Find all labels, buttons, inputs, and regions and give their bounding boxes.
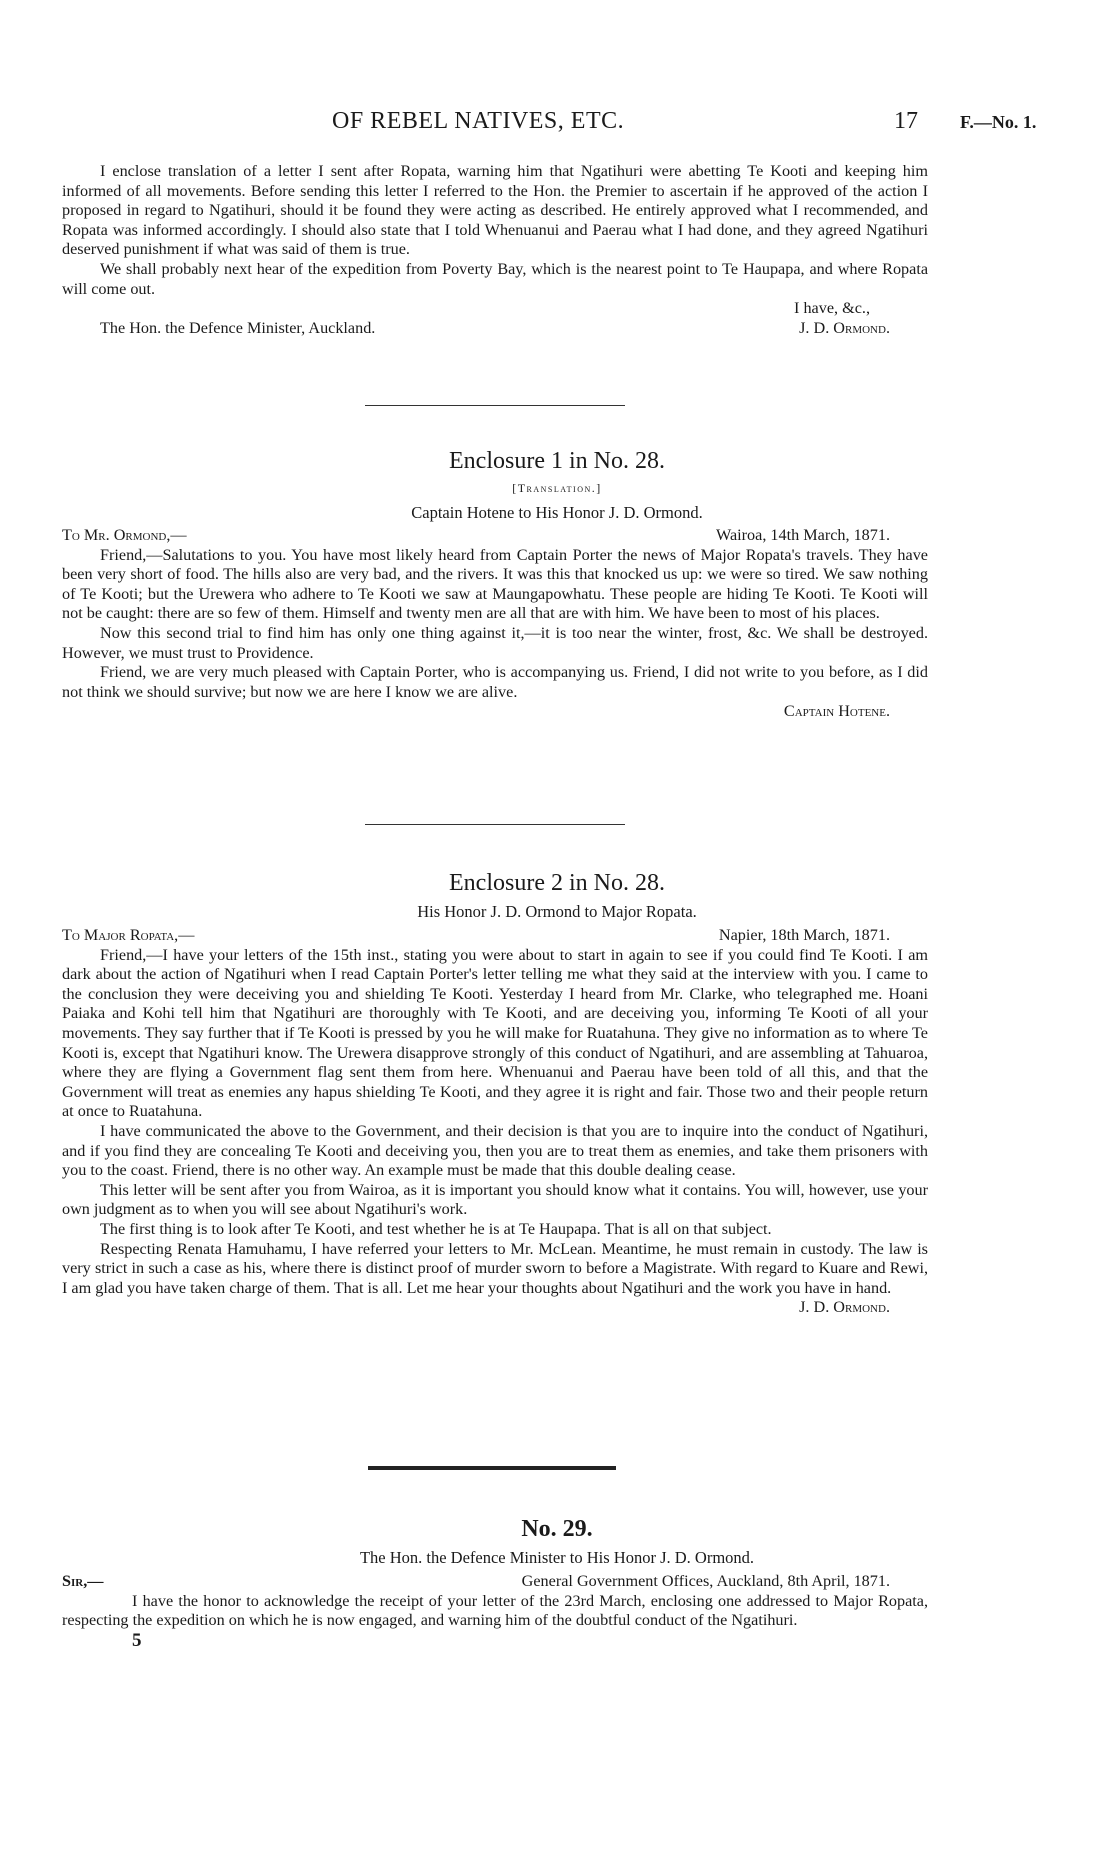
document-code: F.—No. 1. <box>960 112 1037 132</box>
no-29-title: No. 29. <box>521 1516 593 1542</box>
header-title: OF REBEL NATIVES, ETC. <box>332 108 625 134</box>
enclosure-2-paragraph: Friend,—I have your letters of the 15th inst., stating you were about to start in again to see if you could find Te Kooti. I am dark about the action of Ngatihuri when I read Captain Porter's letter telling me what they said at the interview with you. I came to the conclusion they were deceiving you and shielding Te Kooti. Yesterday I heard from Mr. Clarke, who telegraphed me. Hoani Paiaka and Kohi tell him that Ngatihuri are thoroughly with Te Kooti, and are deceiving you, informing Te Kooti of all your movements. They say further that if Te Kooti is pressed by you he will make for Ruatahuna. They give no information as to where Te Kooti is, except that Ngatihuri know. The Urewera disapprove strongly of this conduct of Ngatihuri, and are assembling at Tahuaroa, where they are flying a Government flag sent them from here. Whenuanui and Paerau have been told of all this, and that the Government will treat as enemies any hapus shielding Te Kooti, and they agree it is right and fair. Those two and their people return at once to Ruatahuna. <box>62 945 928 1121</box>
enclosure-2-header-row <box>62 926 928 946</box>
enclosure-1-paragraph: Now this second trial to find him has only one thing against it,—it is too near the winter, frost, &c. We shall be destroyed. However, we must trust to Providence. <box>62 623 928 662</box>
no-29-line-text: The Hon. the Defence Minister to His Honor J. D. Ormond. <box>359 1548 755 1567</box>
letter-28-paragraph: We shall probably next hear of the expedition from Poverty Bay, which is the nearest point to Te Haupapa, and where Ropata will come out. <box>62 259 928 298</box>
enclosure-1-header-row <box>62 526 928 546</box>
enclosure-1-line-text: Captain Hotene to His Honor J. D. Ormond. <box>411 503 703 522</box>
enclosure-1-title: Enclosure 1 in No. 28. <box>449 448 665 474</box>
enclosure-1-line <box>0 503 1114 523</box>
page-number: 17 <box>894 108 918 134</box>
letter-28-paragraph: I enclose translation of a letter I sent after Ropata, warning him that Ngatihuri were abetting Te Kooti and keeping him informed of all movements. Before sending this letter I referred to the Hon. the Premier to ascertain if he approved of the action I proposed in regard to Ngatihuri, should it be found they were acting as described. He entirely approved what I recommended, and Ropata was informed accordingly. I should also state that I told Whenuanui and Paerau what I had done, and they agreed Ngatihuri deserved punishment if what was said of them is true. <box>62 162 928 259</box>
enclosure-1-subtitle: [Translation.] <box>512 481 602 495</box>
enclosure-1-signature: Captain Hotene. <box>783 702 890 721</box>
letter-28-signature: J. D. Ormond. <box>799 318 890 337</box>
no-29-salutation: Sir,— <box>62 1572 104 1590</box>
enclosure-2-line-text: His Honor J. D. Ormond to Major Ropata. <box>417 902 697 921</box>
no-29-paragraph: I have the honor to acknowledge the receipt of your letter of the 23rd March, enclosing one addressed to Major Ropata, respecting the expedition on which he is now engaged, and warning him of the doubtful conduct of the Ngatihuri. <box>62 1591 928 1630</box>
enclosure-2-paragraph: This letter will be sent after you from Wairoa, as it is important you should know what it contains. You will, however, use your own judgment as to when you will see about Ngatihuri's work. <box>62 1180 928 1219</box>
enclosure-1-place-date: Wairoa, 14th March, 1871. <box>715 526 890 544</box>
enclosure-2-title: Enclosure 2 in No. 28. <box>449 870 665 896</box>
no-29-line <box>0 1548 1114 1568</box>
enclosure-1-salutation: To Mr. Ormond,— <box>62 526 187 544</box>
letter-28-footer <box>62 319 928 339</box>
enclosure-2-signature: J. D. Ormond. <box>799 1298 890 1317</box>
enclosure-2-place-date: Napier, 18th March, 1871. <box>718 926 890 944</box>
running-header <box>0 106 1114 142</box>
enclosure-1-paragraph: Friend,—Salutations to you. You have most likely heard from Captain Porter the news of Major Ropata's travels. They have been very short of food. The hills also are very bad, and the rivers. It was this that knocked us up: we were so tired. We saw nothing of Te Kooti; but the Urewera who adhere to Te Kooti we saw at Maungapowhatu. These people are hiding Te Kooti. Te Kooti will not be caught: there are so few of them. Himself and twenty men are all that are with him. We have been to most of his places. <box>62 545 928 623</box>
enclosure-2-line <box>0 902 1114 922</box>
section-divider-thick <box>368 1466 616 1470</box>
letter-28-closing: I have, &c., <box>794 299 870 318</box>
enclosure-2-paragraph: Respecting Renata Hamuhamu, I have referred your letters to Mr. McLean. Meantime, he must remain in custody. The law is very strict in such a case as his, where there is distinct proof of murder sworn to before a Magistrate. With regard to Kuare and Rewi, I am glad you have taken charge of them. That is all. Let me hear your thoughts about Ngatihuri and the work you have in hand. <box>62 1239 928 1297</box>
enclosure-2-body <box>62 926 928 1318</box>
enclosure-2-paragraph: The first thing is to look after Te Kooti, and test whether he is at Te Haupapa. That is all on that subject. <box>100 1219 772 1238</box>
no-29-header-row <box>62 1572 928 1592</box>
enclosure-1-paragraph: Friend, we are very much pleased with Captain Porter, who is accompanying us. Friend, I did not write to you before, as I did not think we should survive; but now we are here I know we are alive. <box>62 663 928 701</box>
letter-28-body <box>62 162 928 338</box>
signature-mark: 5 <box>132 1629 142 1651</box>
letter-28-addressee: The Hon. the Defence Minister, Auckland. <box>100 318 376 337</box>
no-29-place-date: General Government Offices, Auckland, 8th April, 1871. <box>521 1572 890 1590</box>
section-divider <box>365 824 625 825</box>
section-divider <box>365 405 625 406</box>
enclosure-2-paragraph: I have communicated the above to the Government, and their decision is that you are to inquire into the conduct of Ngatihuri, and if you find they are concealing Te Kooti and deceiving you, then you are to treat them as enemies, and take them prisoners with you to the coast. Friend, there is no other way. An example must be made that this double dealing cease. <box>62 1121 928 1180</box>
no-29-body <box>62 1572 928 1650</box>
enclosure-2-salutation: To Major Ropata,— <box>62 926 195 944</box>
enclosure-1-body <box>62 526 928 722</box>
